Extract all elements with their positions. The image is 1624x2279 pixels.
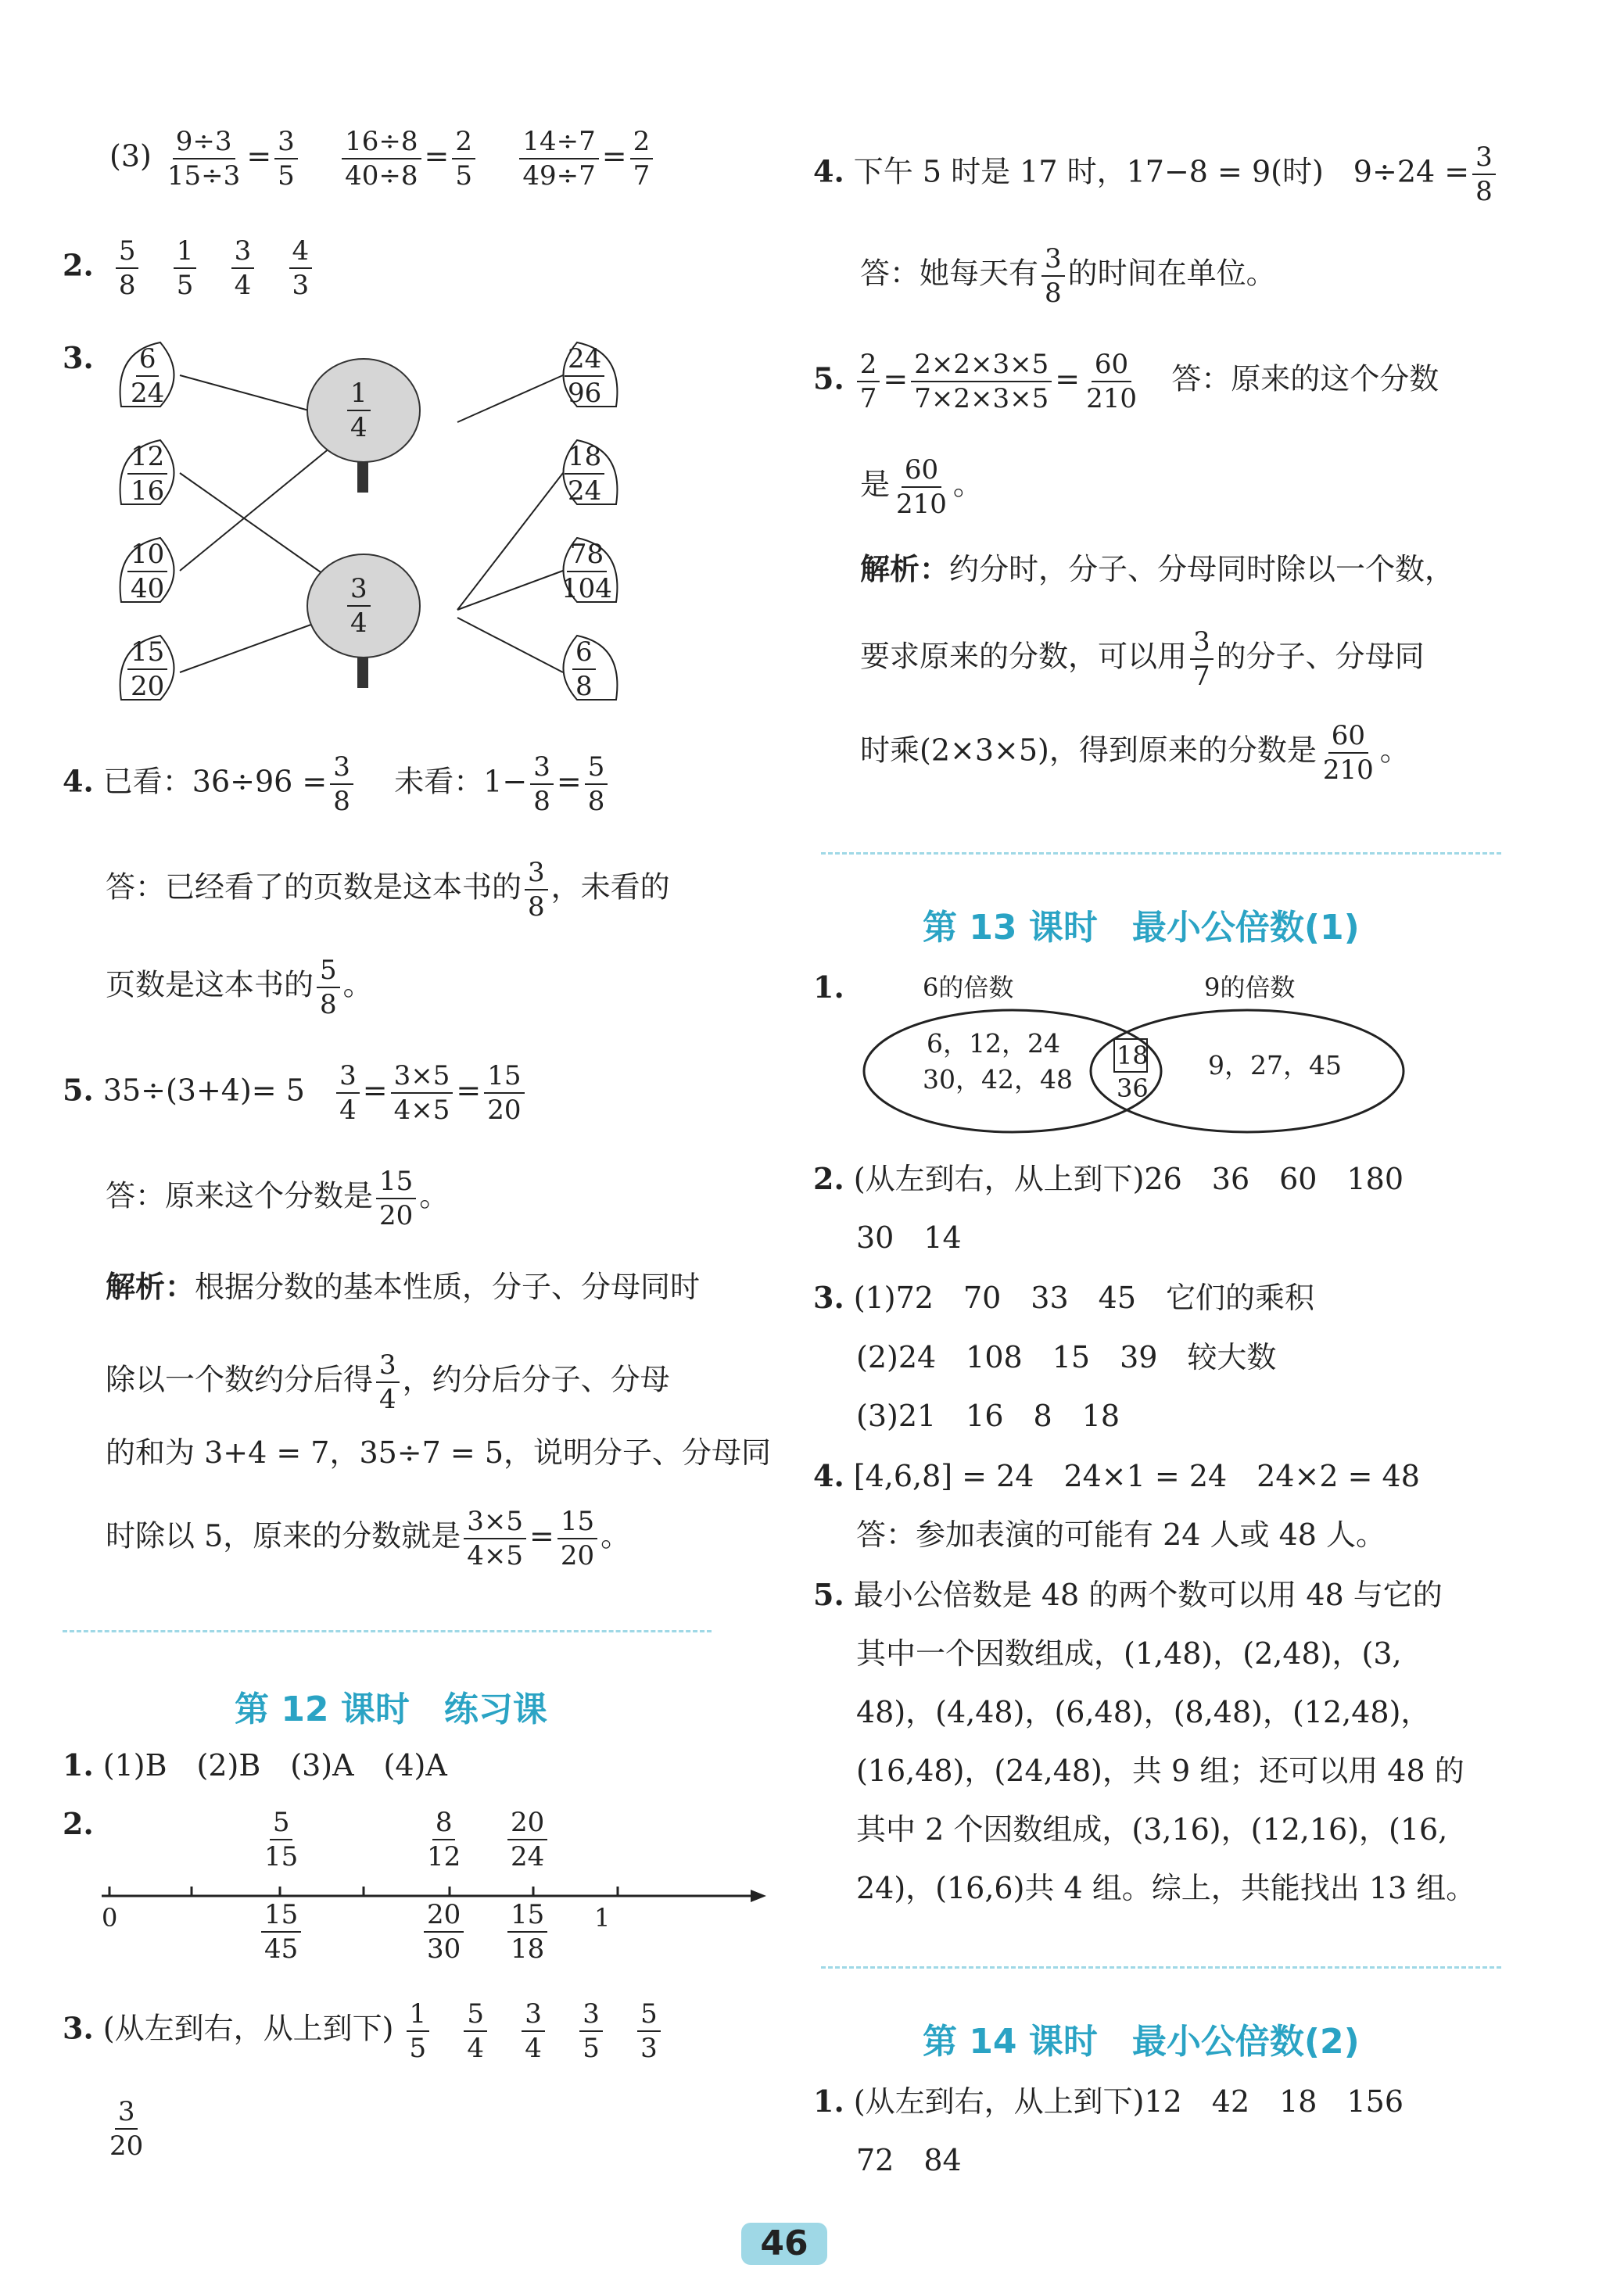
zero-label: 0 <box>102 1903 118 1933</box>
l14-q1: 1. (从左到右，从上到下)12 42 18 156 <box>813 2084 1404 2119</box>
fraction: $\frac{2}{7}$ <box>630 125 654 192</box>
venn-right: 9，27，45 <box>1208 1050 1342 1080</box>
leaf: 6 8 <box>555 629 624 708</box>
fraction: $\frac{1}{5}$ <box>174 235 197 302</box>
tree <box>297 344 430 500</box>
label-multiples-of-6: 6的倍数 <box>923 973 1014 1002</box>
l13-q2: 2. (从左到右，从上到下)26 36 60 180 <box>813 1161 1404 1196</box>
leaf: 78 104 <box>555 532 624 610</box>
leaf: 24 96 <box>555 336 624 414</box>
l13-q3-line2: (2)24 108 15 39 较大数 <box>856 1340 1277 1374</box>
l13-q4: 4. [4,6,8] = 24 24×1 = 24 24×2 = 48 <box>813 1458 1420 1493</box>
lesson-14-title: 第 14 课时 最小公倍数(2) <box>923 2022 1360 2062</box>
fraction: $\frac{3}{4}$ <box>231 235 255 302</box>
l13-q5-line5: 其中 2 个因数组成，(3,16)，(12,16)，(16, <box>856 1812 1448 1847</box>
l13-q5-line6: 24)，(16,6)共 4 组。综上，共能找出 13 组。 <box>856 1871 1476 1905</box>
q4-answer-1: 答：已经看了的页数是这本书的 $\frac{3}{8}$ ，未看的 <box>106 857 670 923</box>
venn-left-line1: 6，12，24 <box>927 1028 1060 1059</box>
tree-fraction: 3 4 <box>347 572 371 640</box>
q4-line: 4. 已看：36÷96 = $\frac{3}{8}$ 未看：1− $\frac{3}{8}$ = $\frac{5}{8}$ <box>63 751 611 818</box>
venn-left-line2: 30，42，48 <box>923 1064 1073 1095</box>
one-label: 1 <box>594 1903 611 1933</box>
l13-q4-answer: 答：参加表演的可能有 24 人或 48 人。 <box>856 1518 1386 1552</box>
q5-analysis-4: 时除以 5，原来的分数就是 $\frac{3\times 5}{4\times 5}$ = $\frac{15}{20}$ 。 <box>106 1506 631 1571</box>
match-line <box>457 375 563 422</box>
fraction: $\frac{9\div 3}{15\div 3}$ <box>167 126 241 192</box>
prev-q3-line: (3) $\frac{9\div 3}{15\div 3}$ = $\frac{3}{5}$ $\frac{16\div 8}{40\div 8}$ = $\frac{2}{5}$ $\frac{14\div 7}{49\div 7}$ = $\frac{2}{7}$ <box>109 125 656 192</box>
fraction: $\frac{3}{5}$ <box>274 125 298 192</box>
leaf: 18 24 <box>555 434 624 512</box>
divider <box>63 1630 712 1632</box>
tree <box>297 539 430 696</box>
q5-analysis-1: 解析：根据分数的基本性质，分子、分母同时 <box>106 1270 701 1304</box>
r-q5-line: 5. $\frac{2}{7}$ = $\frac{2\times 2\times 3\times 5}{7\times 2\times 3\times 5}$ = $\frac{60}{210}$ 答：原来的这个分数 <box>813 349 1439 414</box>
leaf: 15 20 <box>113 629 182 708</box>
q5-analysis-3: 的和为 3+4 = 7，35÷7 = 5，说明分子、分母同 <box>106 1435 771 1470</box>
fraction: $\frac{5}{8}$ <box>116 235 139 302</box>
below-fraction: 15 45 <box>261 1898 301 1965</box>
r-q5-answer-2: 是 $\frac{60}{210}$ 。 <box>860 454 983 520</box>
divider <box>821 852 1501 855</box>
l12-q2-number: 2. <box>63 1806 94 1841</box>
r-q4-answer: 答：她每天有 $\frac{3}{8}$ 的时间在单位。 <box>860 243 1276 309</box>
q5-analysis-2: 除以一个数约分后得 $\frac{3}{4}$ ，约分后分子、分母 <box>106 1349 670 1415</box>
above-fraction: 8 12 <box>427 1807 461 1872</box>
q2-line <box>63 235 315 302</box>
match-line <box>457 618 563 672</box>
leaf: 6 24 <box>113 336 182 414</box>
l12-q1: 1. (1)B (2)B (3)A (4)A <box>63 1747 447 1783</box>
leaf: 12 16 <box>113 434 182 512</box>
l13-q5-line2: 其中一个因数组成，(1,48)，(2,48)，(3, <box>856 1636 1402 1671</box>
below-fraction: 15 18 <box>507 1898 547 1965</box>
q5-answer: 答：原来这个分数是 $\frac{15}{20}$ 。 <box>106 1166 450 1231</box>
arrow-icon <box>751 1890 766 1902</box>
r-q5-analysis-3: 时乘(2×3×5)，得到原来的分数是 $\frac{60}{210}$ 。 <box>860 720 1410 786</box>
fraction: $\frac{4}{3}$ <box>289 235 313 302</box>
q5-line: 5. 35÷(3+4)= 5 $\frac{3}{4}$ = $\frac{3\times 5}{4\times 5}$ = $\frac{15}{20}$ <box>63 1059 528 1127</box>
tree-fraction: 1 4 <box>347 377 371 444</box>
l13-q3: 3. (1)72 70 33 45 它们的乘积 <box>813 1280 1315 1315</box>
fraction: $\frac{2}{5}$ <box>452 125 475 192</box>
below-fraction: 20 30 <box>424 1898 464 1965</box>
divider <box>821 1966 1501 1969</box>
lesson-12-title: 第 12 课时 练习课 <box>235 1690 547 1729</box>
r-q4-line: 4. 下午 5 时是 17 时，17−8 = 9(时) 9÷24 = $\frac{3}{8}$ <box>813 141 1499 208</box>
above-fraction: 5 15 <box>264 1807 299 1872</box>
page-number: 46 <box>741 2223 827 2265</box>
q3-number: 3. <box>63 340 94 375</box>
l13-q2-line2: 30 14 <box>856 1220 962 1255</box>
l13-q3-line3: (3)21 16 8 18 <box>856 1399 1120 1433</box>
q4-answer-2: 页数是这本书的 $\frac{5}{8}$ 。 <box>106 955 373 1020</box>
r-q5-analysis-2: 要求原来的分数，可以用 $\frac{3}{7}$ 的分子、分母同 <box>860 626 1425 692</box>
label: (3) <box>109 138 152 174</box>
venn-common-1: 18 <box>1117 1041 1149 1070</box>
l13-q1-number: 1. <box>813 969 844 1005</box>
fraction: $\frac{14\div 7}{49\div 7}$ <box>519 125 598 192</box>
above-fraction: 20 24 <box>507 1806 547 1873</box>
l13-q5: 5. 最小公倍数是 48 的两个数可以用 48 与它的 <box>813 1577 1443 1612</box>
leaf: 10 40 <box>113 532 182 610</box>
match-line <box>457 473 563 610</box>
question-number: 2. <box>63 247 94 283</box>
r-q5-analysis-1: 解析：约分时，分子、分母同时除以一个数， <box>860 552 1455 586</box>
venn-common-2: 36 <box>1117 1073 1149 1103</box>
l13-q5-line3: 48)，(4,48)，(6,48)，(8,48)，(12,48)， <box>856 1695 1431 1729</box>
fraction: $\frac{16\div 8}{40\div 8}$ <box>342 125 421 192</box>
label-multiples-of-9: 9的倍数 <box>1204 973 1296 1002</box>
l13-q5-line4: (16,48)，(24,48)，共 9 组；还可以用 48 的 <box>856 1754 1464 1788</box>
lesson-13-title: 第 13 课时 最小公倍数(1) <box>923 908 1360 948</box>
last-fraction: 3 20 <box>109 2096 144 2162</box>
l14-q1-line2: 72 84 <box>856 2143 962 2177</box>
l12-q3: 3. (从左到右，从上到下) $\frac{1}{5}$ $\frac{5}{4}$ $\frac{3}{4}$ $\frac{3}{5}$ $\frac{5}{3}$ <box>63 1998 664 2065</box>
